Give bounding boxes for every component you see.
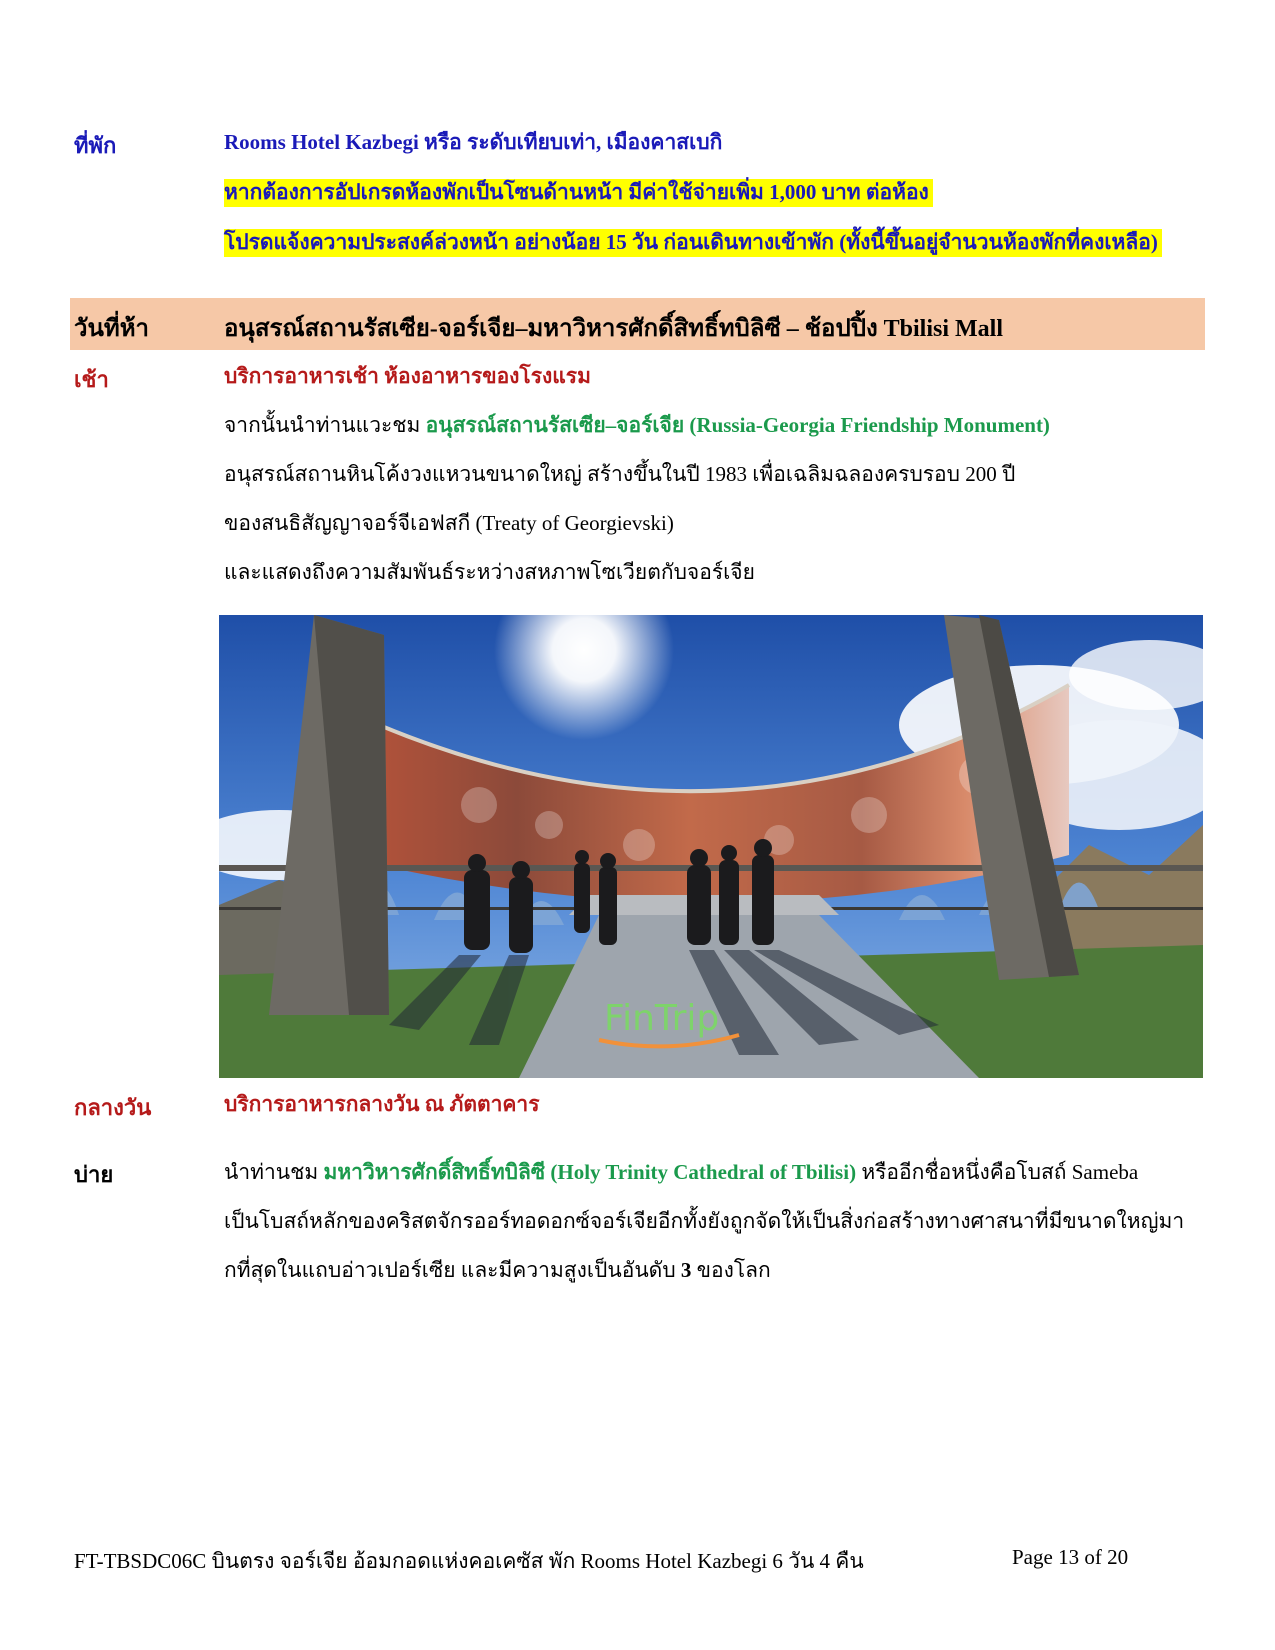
cathedral-intro	[224, 1157, 1204, 1187]
hotel-name: Rooms Hotel Kazbegi หรือ ระดับเทียบเท่า, เมืองคาสเบกิ	[224, 130, 723, 154]
day-header-band	[70, 298, 1205, 350]
monument-photo	[219, 615, 1203, 1078]
upgrade-note-text: หากต้องการอัปเกรดห้องพักเป็นโซนด้านหน้า มีค่าใช้จ่ายเพิ่ม 1,000 บาท ต่อห้อง	[224, 179, 933, 207]
monument-desc-1: อนุสรณ์สถานหินโค้งวงแหวนขนาดใหญ่ สร้างขึ้นในปี 1983 เพื่อเฉลิมฉลองครบรอบ 200 ปี	[224, 462, 1016, 486]
monument-intro-prefix: จากนั้นนำท่านแวะชม	[224, 413, 426, 437]
day-label: วันที่ห้า	[74, 316, 149, 342]
lunch-text: บริการอาหารกลางวัน ณ ภัตตาคาร	[224, 1092, 540, 1116]
fintrip-watermark: FinTrip	[604, 998, 720, 1039]
cathedral-desc-2-suffix: ของโลก	[691, 1258, 771, 1282]
cathedral-desc-1: เป็นโบสถ์หลักของคริสตจักรออร์ทอดอกซ์จอร์เจียอีกทั้งยังถูกจัดให้เป็นสิ่งก่อสร้างทางศาสนาที่มีขนาดใหญ่มา	[224, 1209, 1185, 1233]
cathedral-rank: 3	[680, 1258, 692, 1282]
monument-desc-2: ของสนธิสัญญาจอร์จีเอฟสกี (Treaty of Georgievski)	[224, 511, 674, 535]
advance-notice-text: โปรดแจ้งความประสงค์ล่วงหน้า อย่างน้อย 15 วัน ก่อนเดินทางเข้าพัก (ทั้งนี้ขึ้นอยู่จำนวนห้องพักที่คงเหลือ)	[224, 229, 1162, 257]
cathedral-intro-suffix: หรืออีกชื่อหนึ่งคือโบสถ์ Sameba	[856, 1160, 1139, 1184]
cathedral-desc-2-prefix: กที่สุดในแถบอ่าวเปอร์เซีย และมีความสูงเป็นอันดับ	[224, 1258, 681, 1282]
upgrade-note	[224, 177, 933, 207]
day-title: อนุสรณ์สถานรัสเซีย-จอร์เจีย–มหาวิหารศักดิ์สิทธิ์ทบิลิซี – ช้อปปิ้ง Tbilisi Mall	[224, 316, 1004, 342]
breakfast-text: บริการอาหารเช้า ห้องอาหารของโรงแรม	[224, 364, 591, 388]
footer-page-number: Page 13 of 20	[1012, 1545, 1129, 1569]
accommodation-label: ที่พัก	[74, 133, 117, 158]
afternoon-label: บ่าย	[74, 1162, 114, 1187]
morning-label: เช้า	[74, 367, 109, 392]
cathedral-name: มหาวิหารศักดิ์สิทธิ์ทบิลิซี (Holy Trinity Cathedral of Tbilisi)	[323, 1160, 857, 1184]
monument-name: อนุสรณ์สถานรัสเซีย–จอร์เจีย (Russia-Georgia Friendship Monument)	[425, 413, 1050, 437]
monument-desc-3: และแสดงถึงความสัมพันธ์ระหว่างสหภาพโซเวียตกับจอร์เจีย	[224, 560, 755, 584]
advance-notice	[224, 227, 1162, 257]
cathedral-desc-2	[224, 1255, 771, 1285]
lunch-label: กลางวัน	[74, 1095, 152, 1120]
cathedral-intro-prefix: นำท่านชม	[224, 1160, 324, 1184]
monument-intro	[224, 410, 1050, 440]
footer-program-code: FT-TBSDC06C บินตรง จอร์เจีย อ้อมกอดแห่งคอเคซัส พัก Rooms Hotel Kazbegi 6 วัน 4 คืน	[74, 1549, 864, 1573]
